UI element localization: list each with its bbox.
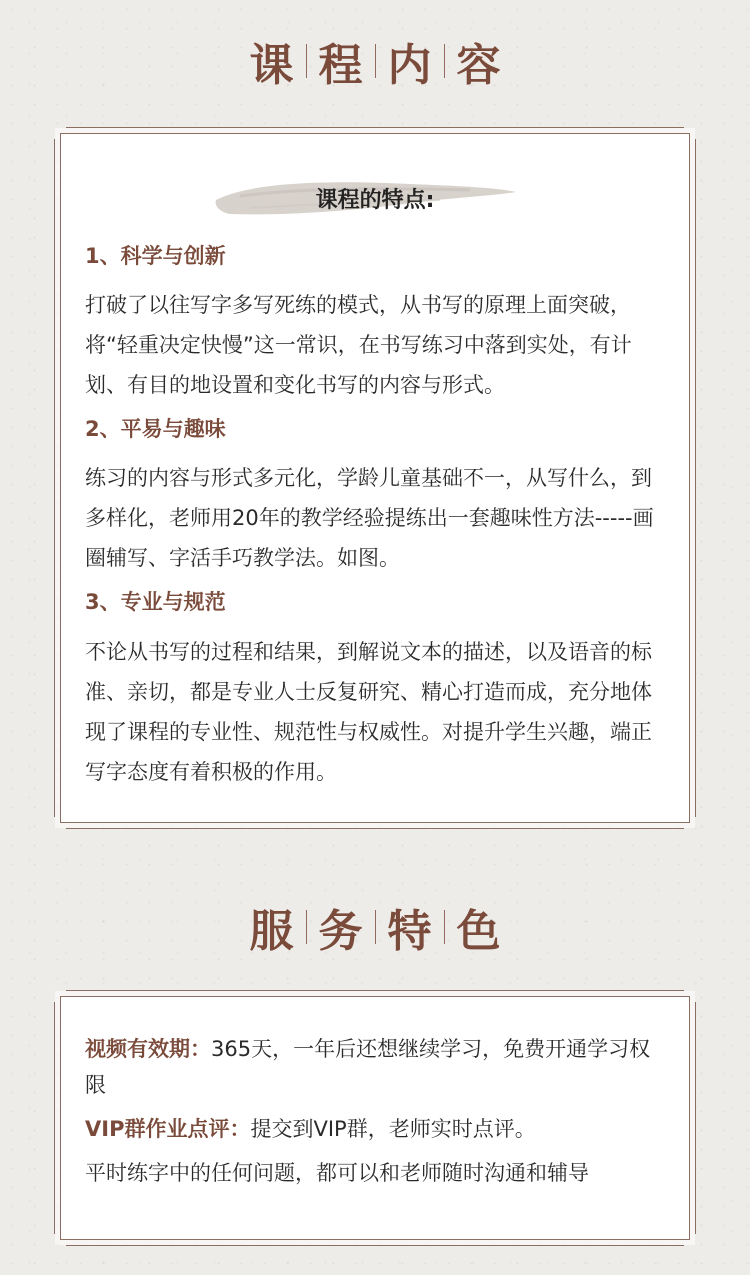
title-char: 容: [456, 40, 501, 91]
feature-heading: 3、专业与规范: [85, 590, 226, 615]
service-list: [61, 997, 689, 1191]
section-title-service-features: [0, 896, 750, 958]
title-char: 内: [387, 40, 432, 91]
title-char: 服: [249, 906, 294, 957]
feature-heading: 2、平易与趣味: [85, 417, 226, 442]
service-item-validity: [85, 1031, 665, 1103]
service-item-support: [85, 1155, 665, 1191]
section-title-course-content: [0, 30, 750, 92]
title-divider: [306, 910, 307, 944]
title-divider: [306, 44, 307, 78]
service-features-card: [60, 996, 690, 1240]
course-content-card: [60, 133, 690, 823]
service-label: 视频有效期：: [85, 1037, 211, 1061]
service-text: 365天，一年后还想继续学习，免费开通学习权限: [85, 1037, 651, 1097]
list-item: [85, 244, 665, 405]
title-divider: [444, 910, 445, 944]
service-text: 平时练字中的任何问题，都可以和老师随时沟通和辅导: [85, 1161, 589, 1185]
title-char: 色: [456, 906, 501, 957]
title-divider: [375, 910, 376, 944]
title-char: 务: [318, 906, 363, 957]
title-divider: [375, 44, 376, 78]
feature-body: 练习的内容与形式多元化，学龄儿童基础不一，从写什么，到多样化，老师用20年的教学经验提练出一套趣味性方法-----画圈辅写、字活手巧教学法。如图。: [85, 466, 654, 571]
title-char: 课: [249, 40, 294, 91]
feature-body: 不论从书写的过程和结果，到解说文本的描述，以及语音的标准、亲切，都是专业人士反复研究、精心打造而成，充分地体现了课程的专业性、规范性与权威性。对提升学生兴趣，端正写字态度有着积极的作用。: [85, 639, 652, 784]
feature-heading: 1、科学与创新: [85, 244, 226, 268]
course-features-title: 课程的特点:: [315, 187, 435, 213]
title-char: 特: [387, 906, 432, 957]
course-features-list: [61, 244, 689, 792]
course-features-header: [230, 172, 520, 224]
list-item: [85, 590, 665, 791]
feature-body: 打破了以往写字多写死练的模式，从书写的原理上面突破，将“轻重决定快慢”这一常识，在书写练习中落到实处，有计划、有目的地设置和变化书写的内容与形式。: [85, 293, 632, 398]
service-text: 提交到VIP群，老师实时点评。: [250, 1117, 536, 1141]
title-char: 程: [318, 40, 363, 91]
service-item-vip-review: [85, 1111, 665, 1147]
title-divider: [444, 44, 445, 78]
list-item: [85, 417, 665, 578]
service-label: VIP群作业点评：: [85, 1117, 251, 1141]
